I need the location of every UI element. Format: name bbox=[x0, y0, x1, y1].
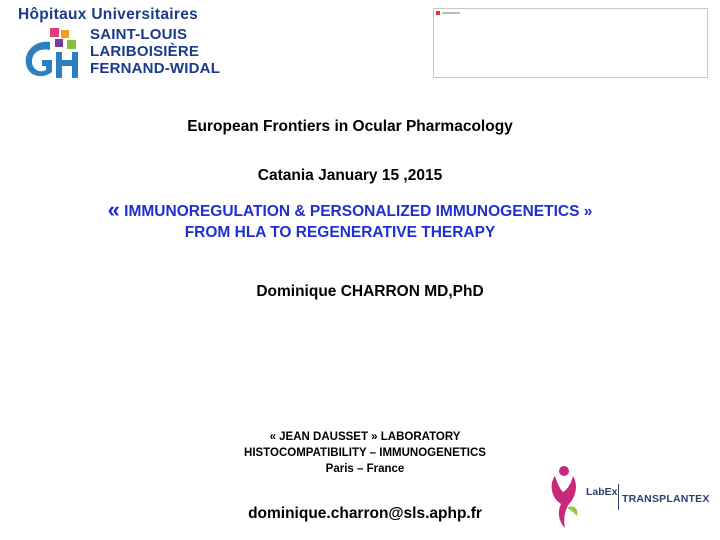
contact-email: dominique.charron@sls.aphp.fr bbox=[248, 505, 482, 522]
logo-title: Hôpitaux Universitaires bbox=[18, 6, 199, 23]
lab-department: HISTOCOMPATIBILITY – IMMUNOGENETICS bbox=[244, 447, 486, 459]
author-name: Dominique CHARRON MD,PhD bbox=[256, 283, 484, 300]
logo-line-fernand-widal: FERNAND-WIDAL bbox=[90, 60, 221, 77]
conference-title: European Frontiers in Ocular Pharmacology bbox=[187, 118, 513, 135]
lab-location: Paris – France bbox=[325, 463, 405, 475]
talk-title-line2: FROM HLA TO REGENERATIVE THERAPY bbox=[184, 224, 496, 241]
logo-line-saint-louis: SAINT-LOUIS bbox=[90, 26, 188, 43]
lab-name: « JEAN DAUSSET » LABORATORY bbox=[269, 431, 461, 443]
labex-figure-icon bbox=[547, 464, 585, 530]
labex-transplantex-logo bbox=[545, 462, 710, 532]
conference-place-date: Catania January 15 ,2015 bbox=[257, 167, 443, 184]
broken-image-icon bbox=[436, 11, 440, 15]
talk-title-line1 bbox=[0, 196, 700, 222]
talk-title-line1-text: IMMUNOREGULATION & PERSONALIZED IMMUNOGENETICS » bbox=[119, 203, 593, 220]
open-quote: « bbox=[107, 197, 120, 222]
labex-divider bbox=[618, 484, 619, 510]
transplantex-label: TRANSPLANTEX bbox=[622, 493, 710, 505]
gh-logo-icon bbox=[20, 26, 88, 82]
broken-image-caption bbox=[442, 12, 460, 14]
embedded-image-frame bbox=[433, 8, 708, 78]
hospital-logo bbox=[14, 6, 239, 86]
logo-line-lariboisiere: LARIBOISIÈRE bbox=[90, 43, 200, 60]
labex-label: LabEx bbox=[586, 486, 618, 498]
